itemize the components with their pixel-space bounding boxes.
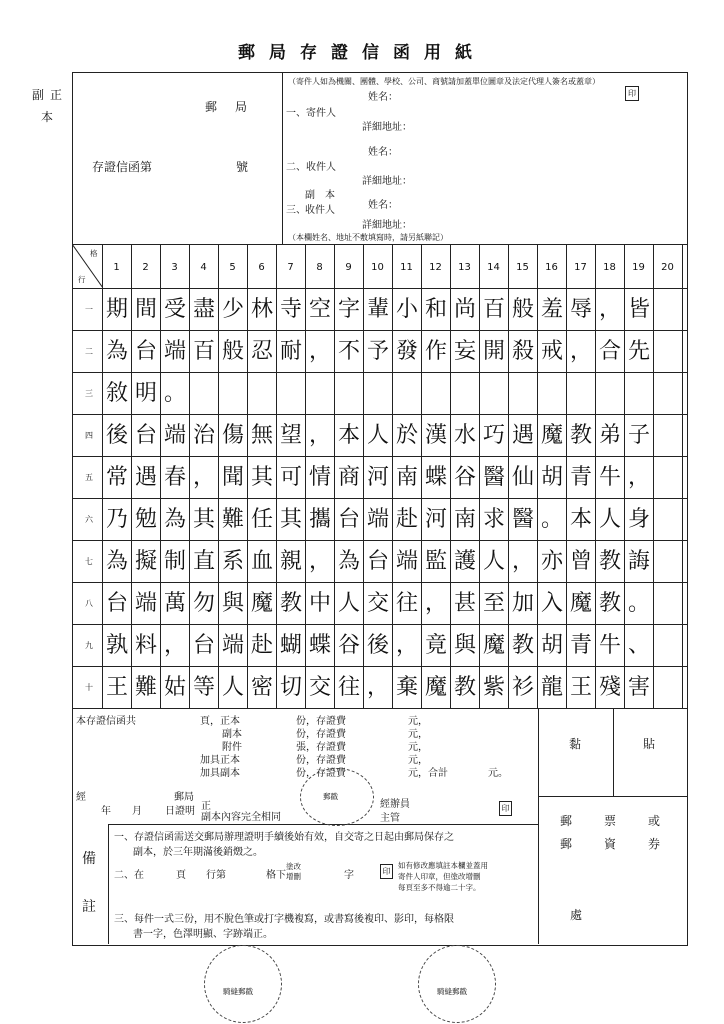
stamp-nian: 黏 [569, 737, 582, 751]
receiver-label: 二、收件人 [286, 162, 336, 173]
remark-2e2: 增刪 [286, 872, 301, 881]
column-number: 10 [371, 262, 384, 273]
row-number: 八 [85, 599, 93, 608]
post-office-label: 郵 局 [205, 100, 251, 114]
fee-count-label: 加具副本 [200, 768, 240, 779]
letter-row: 乃勉為其難任其攜台端赴河南求醫。本人身 [106, 507, 658, 532]
postmark-circle [300, 768, 374, 826]
row-number: 十 [85, 683, 93, 692]
column-number: 5 [229, 262, 236, 273]
column-number: 9 [345, 262, 352, 273]
remark-2d: 格下 [266, 870, 286, 881]
fee-yuan-label: 元， [408, 742, 428, 753]
remark-2-seal: 印 [380, 864, 393, 879]
column-number: 18 [603, 262, 616, 273]
fee-count-label: 頁，正本 [200, 716, 240, 727]
remark-3b: 書一字，色澤明顯、字跡端正。 [133, 929, 273, 940]
letter-row: 王難姑等人密切交往，棄魔教紫衫龍王殘害 [106, 675, 658, 700]
seam-stamp-left-label: 騎縫郵戳 [223, 987, 253, 996]
sender-label: 一、寄件人 [286, 108, 336, 119]
certify-zheng: 正 [201, 801, 211, 812]
cc-name-label: 姓名： [368, 200, 398, 211]
cc-address-label: 詳細地址： [362, 220, 412, 231]
fees-intro: 本存證信函共 [76, 716, 136, 727]
column-number: 20 [661, 262, 674, 273]
supervisor-label: 主管 [380, 813, 400, 824]
sender-address-label: 詳細地址： [362, 122, 412, 133]
column-number: 12 [429, 262, 442, 273]
fee-yuan-label: 元， [408, 755, 428, 766]
column-number: 17 [574, 262, 587, 273]
column-number: 7 [287, 262, 294, 273]
certify-post: 郵局 [174, 792, 194, 803]
stamp-l2b: 資 [604, 837, 617, 851]
fee-yuan-label: 元， [408, 729, 428, 740]
letter-row: 孰料，台端赴蝴蝶谷後，竟與魔教胡青牛、 [106, 633, 658, 658]
stamp-l1a: 郵 [560, 814, 573, 828]
column-number: 6 [258, 262, 265, 273]
certify-jing: 經 [76, 792, 86, 803]
remark-2b: 頁 [176, 870, 186, 881]
column-number: 14 [487, 262, 500, 273]
letter-row: 後台端治傷無望，本人於漢水巧遇魔教弟子 [106, 423, 658, 448]
grid-header-hang: 行 [78, 275, 86, 284]
stamp-chu: 處 [570, 908, 583, 922]
column-number: 1 [113, 262, 120, 273]
fee-yuan-label: 元， [408, 716, 428, 727]
fee-unit-label: 張，存證費 [296, 742, 346, 753]
row-number: 九 [85, 641, 93, 650]
letter-row: 期間受盡少林寺空字輩小和尚百般羞辱，皆 [106, 297, 658, 322]
column-number: 3 [171, 262, 178, 273]
side-label-fu: 副 [32, 88, 45, 102]
certify-day: 日證明 [165, 806, 195, 817]
receiver-address-label: 詳細地址： [362, 176, 412, 187]
cc-label-prefix: 三、 [286, 205, 306, 216]
cc-label-top: 副 本 [305, 190, 335, 201]
grid-header-diagonal [72, 244, 103, 288]
side-label-zheng: 正 [50, 88, 63, 102]
remarks-label-top: 備 [82, 851, 96, 867]
remark-2f: 字 [344, 870, 354, 881]
seam-stamp-right [418, 945, 496, 1023]
row-number: 五 [85, 473, 93, 482]
fee-count-label: 副本 [222, 729, 242, 740]
remarks-label-bottom: 註 [82, 899, 96, 915]
column-number: 4 [200, 262, 207, 273]
fee-unit-label: 份，存證費 [296, 768, 346, 779]
sender-name-label: 姓名： [368, 92, 398, 103]
column-number: 8 [316, 262, 323, 273]
remark-2-note2: 寄件人印章，但塗改增刪 [398, 872, 481, 881]
column-number: 19 [632, 262, 645, 273]
cc-label-bottom: 收件人 [305, 205, 335, 216]
seam-stamp-right-label: 騎縫郵戳 [437, 987, 467, 996]
fee-count-label: 加具正本 [200, 755, 240, 766]
handler-label: 經辦員 [380, 799, 410, 810]
letter-row: 為擬制直系血親，為台端監護人，亦曾教誨 [106, 549, 658, 574]
row-number: 三 [85, 389, 93, 398]
column-number: 13 [458, 262, 471, 273]
fee-unit-label: 份，存證費 [296, 755, 346, 766]
seam-stamp-left [204, 945, 282, 1023]
row-number: 四 [85, 431, 93, 440]
certify-fu: 副本內容完全相同 [201, 812, 281, 823]
fee-count-label: 附件 [222, 742, 242, 753]
receiver-name-label: 姓名： [368, 147, 398, 158]
fee-total-label: 元。 [488, 768, 508, 779]
remark-2-note1: 如有修改應填註本欄並蓋用 [398, 861, 488, 870]
letter-no-prefix: 存證信函第 [92, 160, 153, 174]
row-number: 一 [85, 305, 93, 314]
fee-yuan-label: 元，合計 [408, 768, 448, 779]
letter-row: 敘明。 [106, 381, 194, 406]
fee-unit-label: 份，存證費 [296, 729, 346, 740]
row-number: 七 [85, 557, 93, 566]
stamp-l1c: 或 [648, 814, 661, 828]
remark-2a: 二、在 [114, 870, 144, 881]
remark-2-note3: 每頁至多不得逾二十字。 [398, 883, 481, 892]
remark-3a: 三、每件一式三份，用不脫色筆或打字機複寫，或書寫後複印、影印，每格限 [114, 914, 454, 925]
page-title: 郵局存證信函用紙 [238, 43, 486, 63]
stamp-tie: 貼 [643, 737, 656, 751]
postmark-label: 郵戳 [323, 792, 338, 801]
remark-1a: 一、存證信函需送交郵局辦理證明手續後始有效，自交寄之日起由郵局保存之 [114, 832, 454, 843]
header-note: （寄件人如為機關、團體、學校、公司、商號請加蓋單位圖章及法定代理人簽名或蓋章） [288, 77, 600, 86]
remark-2c: 行第 [206, 870, 226, 881]
column-number: 15 [516, 262, 529, 273]
remark-2e1: 塗改 [286, 862, 301, 871]
column-number: 11 [400, 262, 413, 273]
row-number: 六 [85, 515, 93, 524]
remark-1b: 副本，於三年期滿後銷燬之。 [133, 847, 263, 858]
letter-row: 常遇春，聞其可情商河南蝶谷醫仙胡青牛， [106, 465, 658, 490]
certify-month: 月 [132, 806, 142, 817]
footer-note: （本欄姓名、地址不敷填寫時，請另紙聯記） [288, 233, 448, 242]
column-number: 2 [142, 262, 149, 273]
letter-row: 台端萬勿與魔教中人交往，甚至加入魔教。 [106, 591, 658, 616]
sender-seal-box: 印 [625, 86, 639, 101]
fee-unit-label: 份，存證費 [296, 716, 346, 727]
row-number: 二 [85, 347, 93, 356]
certify-year: 年 [101, 806, 111, 817]
stamp-l2a: 郵 [560, 837, 573, 851]
letter-row: 為台端百般忍耐，不予發作妄開殺戒，合先 [106, 339, 658, 364]
stamp-l1b: 票 [604, 814, 617, 828]
column-number: 16 [545, 262, 558, 273]
certify-seal-box: 印 [499, 801, 512, 816]
letter-no-suffix: 號 [236, 160, 249, 174]
side-label-ben: 本 [41, 110, 54, 124]
stamp-l2c: 券 [648, 837, 661, 851]
grid-header-ge: 格 [90, 249, 98, 258]
